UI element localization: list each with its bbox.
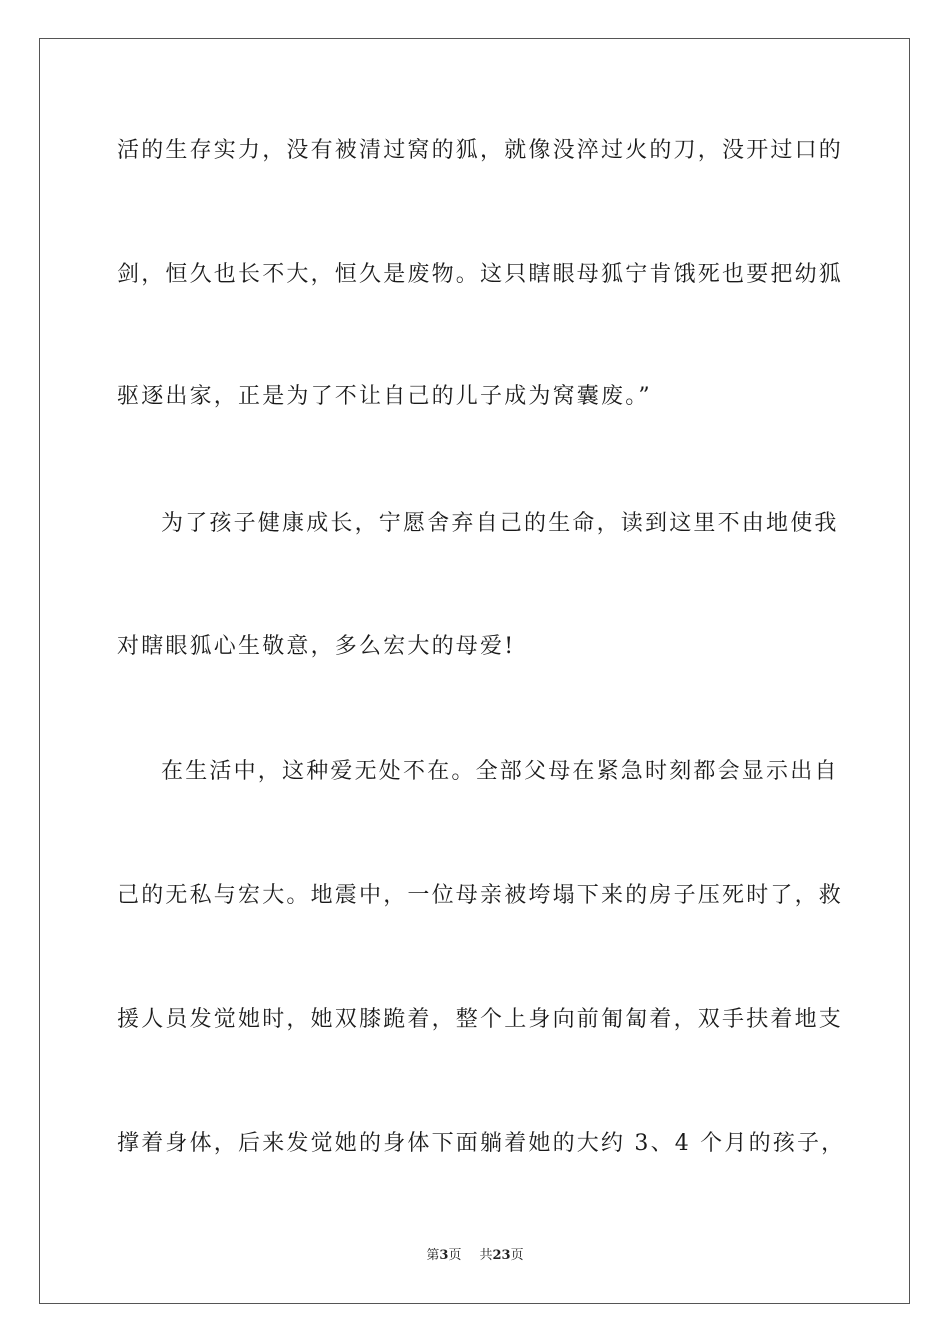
body-text-line: 驱逐出家，正是为了不让自己的儿子成为窝囊废。” [117,384,652,409]
page-label-suffix: 页 [448,1248,462,1263]
paragraph-first-line: 为了孩子健康成长，宁愿舍弃自己的生命，读到这里不由地使我 [161,511,839,536]
page-number: 3 [439,1248,449,1263]
page-label-prefix: 第 [426,1248,440,1263]
total-label-suffix: 页 [510,1248,524,1263]
paragraph-first-line: 在生活中，这种爱无处不在。全部父母在紧急时刻都会显示出自 [161,759,839,784]
body-text-line: 对瞎眼狐心生敬意，多么宏大的母爱! [117,634,516,659]
total-pages: 23 [492,1248,511,1263]
body-text-line: 剑，恒久也长不大，恒久是废物。这只瞎眼母狐宁肯饿死也要把幼狐 [117,262,844,287]
body-text-line: 援人员发觉她时，她双膝跪着，整个上身向前匍匐着，双手扶着地支 [117,1007,844,1032]
body-text-line: 活的生存实力，没有被清过窝的狐，就像没淬过火的刀，没开过口的 [117,138,844,163]
page-border [39,38,910,1304]
page-footer [0,1246,950,1266]
total-label-prefix: 共 [479,1248,493,1263]
body-text-line: 己的无私与宏大。地震中，一位母亲被垮塌下来的房子压死时了，救 [117,883,844,908]
body-text-line: 撑着身体，后来发觉她的身体下面躺着她的大约 3、4 个月的孩子， [117,1131,846,1156]
